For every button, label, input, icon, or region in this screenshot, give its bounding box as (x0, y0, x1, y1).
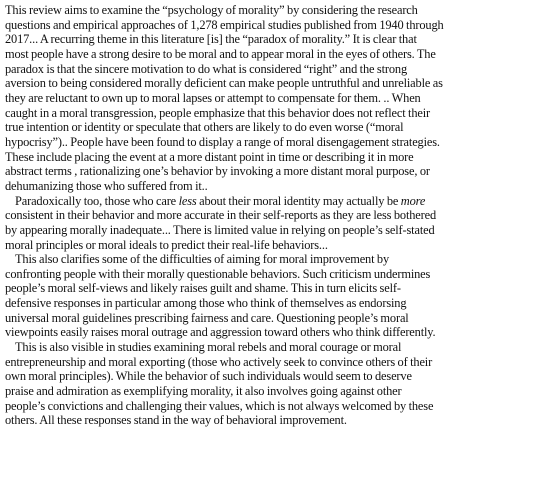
text-line: people’s convictions and challenging their values, which is not always welcomed by these (5, 398, 434, 413)
text-line: abstract terms , rationalizing one’s behavior by invoking a more distant moral purpose, or (5, 164, 430, 179)
text-line: dehumanizing those who suffered from it.. (5, 178, 208, 193)
paragraph-start-line (5, 194, 531, 209)
text-line: paradox is that the sincere motivation to do what is considered “right” and the strong (5, 61, 407, 76)
text-line: own moral principles). While the behavior of such individuals would seem to deserve (5, 369, 412, 384)
text-line: defensive responses in particular among those who think of themselves as endorsing (5, 296, 407, 311)
text-line: praise and admiration as exemplifying morality, it also involves going against other (5, 384, 402, 399)
text-line: others. All these responses stand in the way of behavioral improvement. (5, 413, 347, 428)
text-line: hypocrisy”).. People have been found to display a range of moral disengagement strategies. (5, 134, 440, 149)
text-line: true intention or identity or speculate that others are likely to do even worse (“moral (5, 120, 404, 135)
text-line: most people have a strong desire to be moral and to appear moral in the eyes of others. The (5, 46, 436, 61)
text-line: caught in a moral transgression, people emphasize that this behavior does not reflect their (5, 105, 431, 120)
text-segment: Paradoxically too, those who care (15, 193, 179, 208)
text-line: moral principles or moral ideals to predict their real-life behaviors... (5, 237, 328, 252)
paragraph-start-line: This also clarifies some of the difficulties of aiming for moral improvement by (15, 252, 390, 267)
text-line: viewpoints easily raises moral outrage and aggression toward others who think differently. (5, 325, 436, 340)
paragraph-start-line: This is also visible in studies examining moral rebels and moral courage or moral (15, 340, 402, 355)
emphasis-more: more (400, 193, 426, 208)
text-line: 2017... A recurring theme in this literature [is] the “paradox of morality.” It is clear that (5, 32, 417, 47)
text-segment: about their moral identity may actually be (196, 193, 401, 208)
text-line: by appearing morally inadequate... There is limited value in relying on people’s self-stated (5, 222, 435, 237)
text-line: people’s moral self-views and likely raises guilt and shame. This in turn elicits self- (5, 281, 401, 296)
text-line: questions and empirical approaches of 1,278 empirical studies published from 1940 through (5, 17, 444, 32)
text-line: These include placing the event at a more distant point in time or describing it in more (5, 149, 414, 164)
text-line: consistent in their behavior and more accurate in their self-reports as they are less bothered (5, 208, 437, 223)
text-line: This review aims to examine the “psychology of morality” by considering the research (5, 3, 418, 17)
text-line: entrepreneurship and moral exporting (those who actively seek to convince others of their (5, 354, 433, 369)
text-line: confronting people with their morally questionable behaviors. Such criticism undermines (5, 266, 431, 281)
emphasis-less: less (178, 193, 197, 208)
text-line: they are reluctant to own up to moral lapses or attempt to compensate for them. .. When (5, 90, 421, 105)
text-line: universal moral guidelines prescribing fairness and care. Questioning people’s moral (5, 310, 409, 325)
text-line: aversion to being considered morally deficient can make people untruthful and unreliable as (5, 76, 443, 91)
